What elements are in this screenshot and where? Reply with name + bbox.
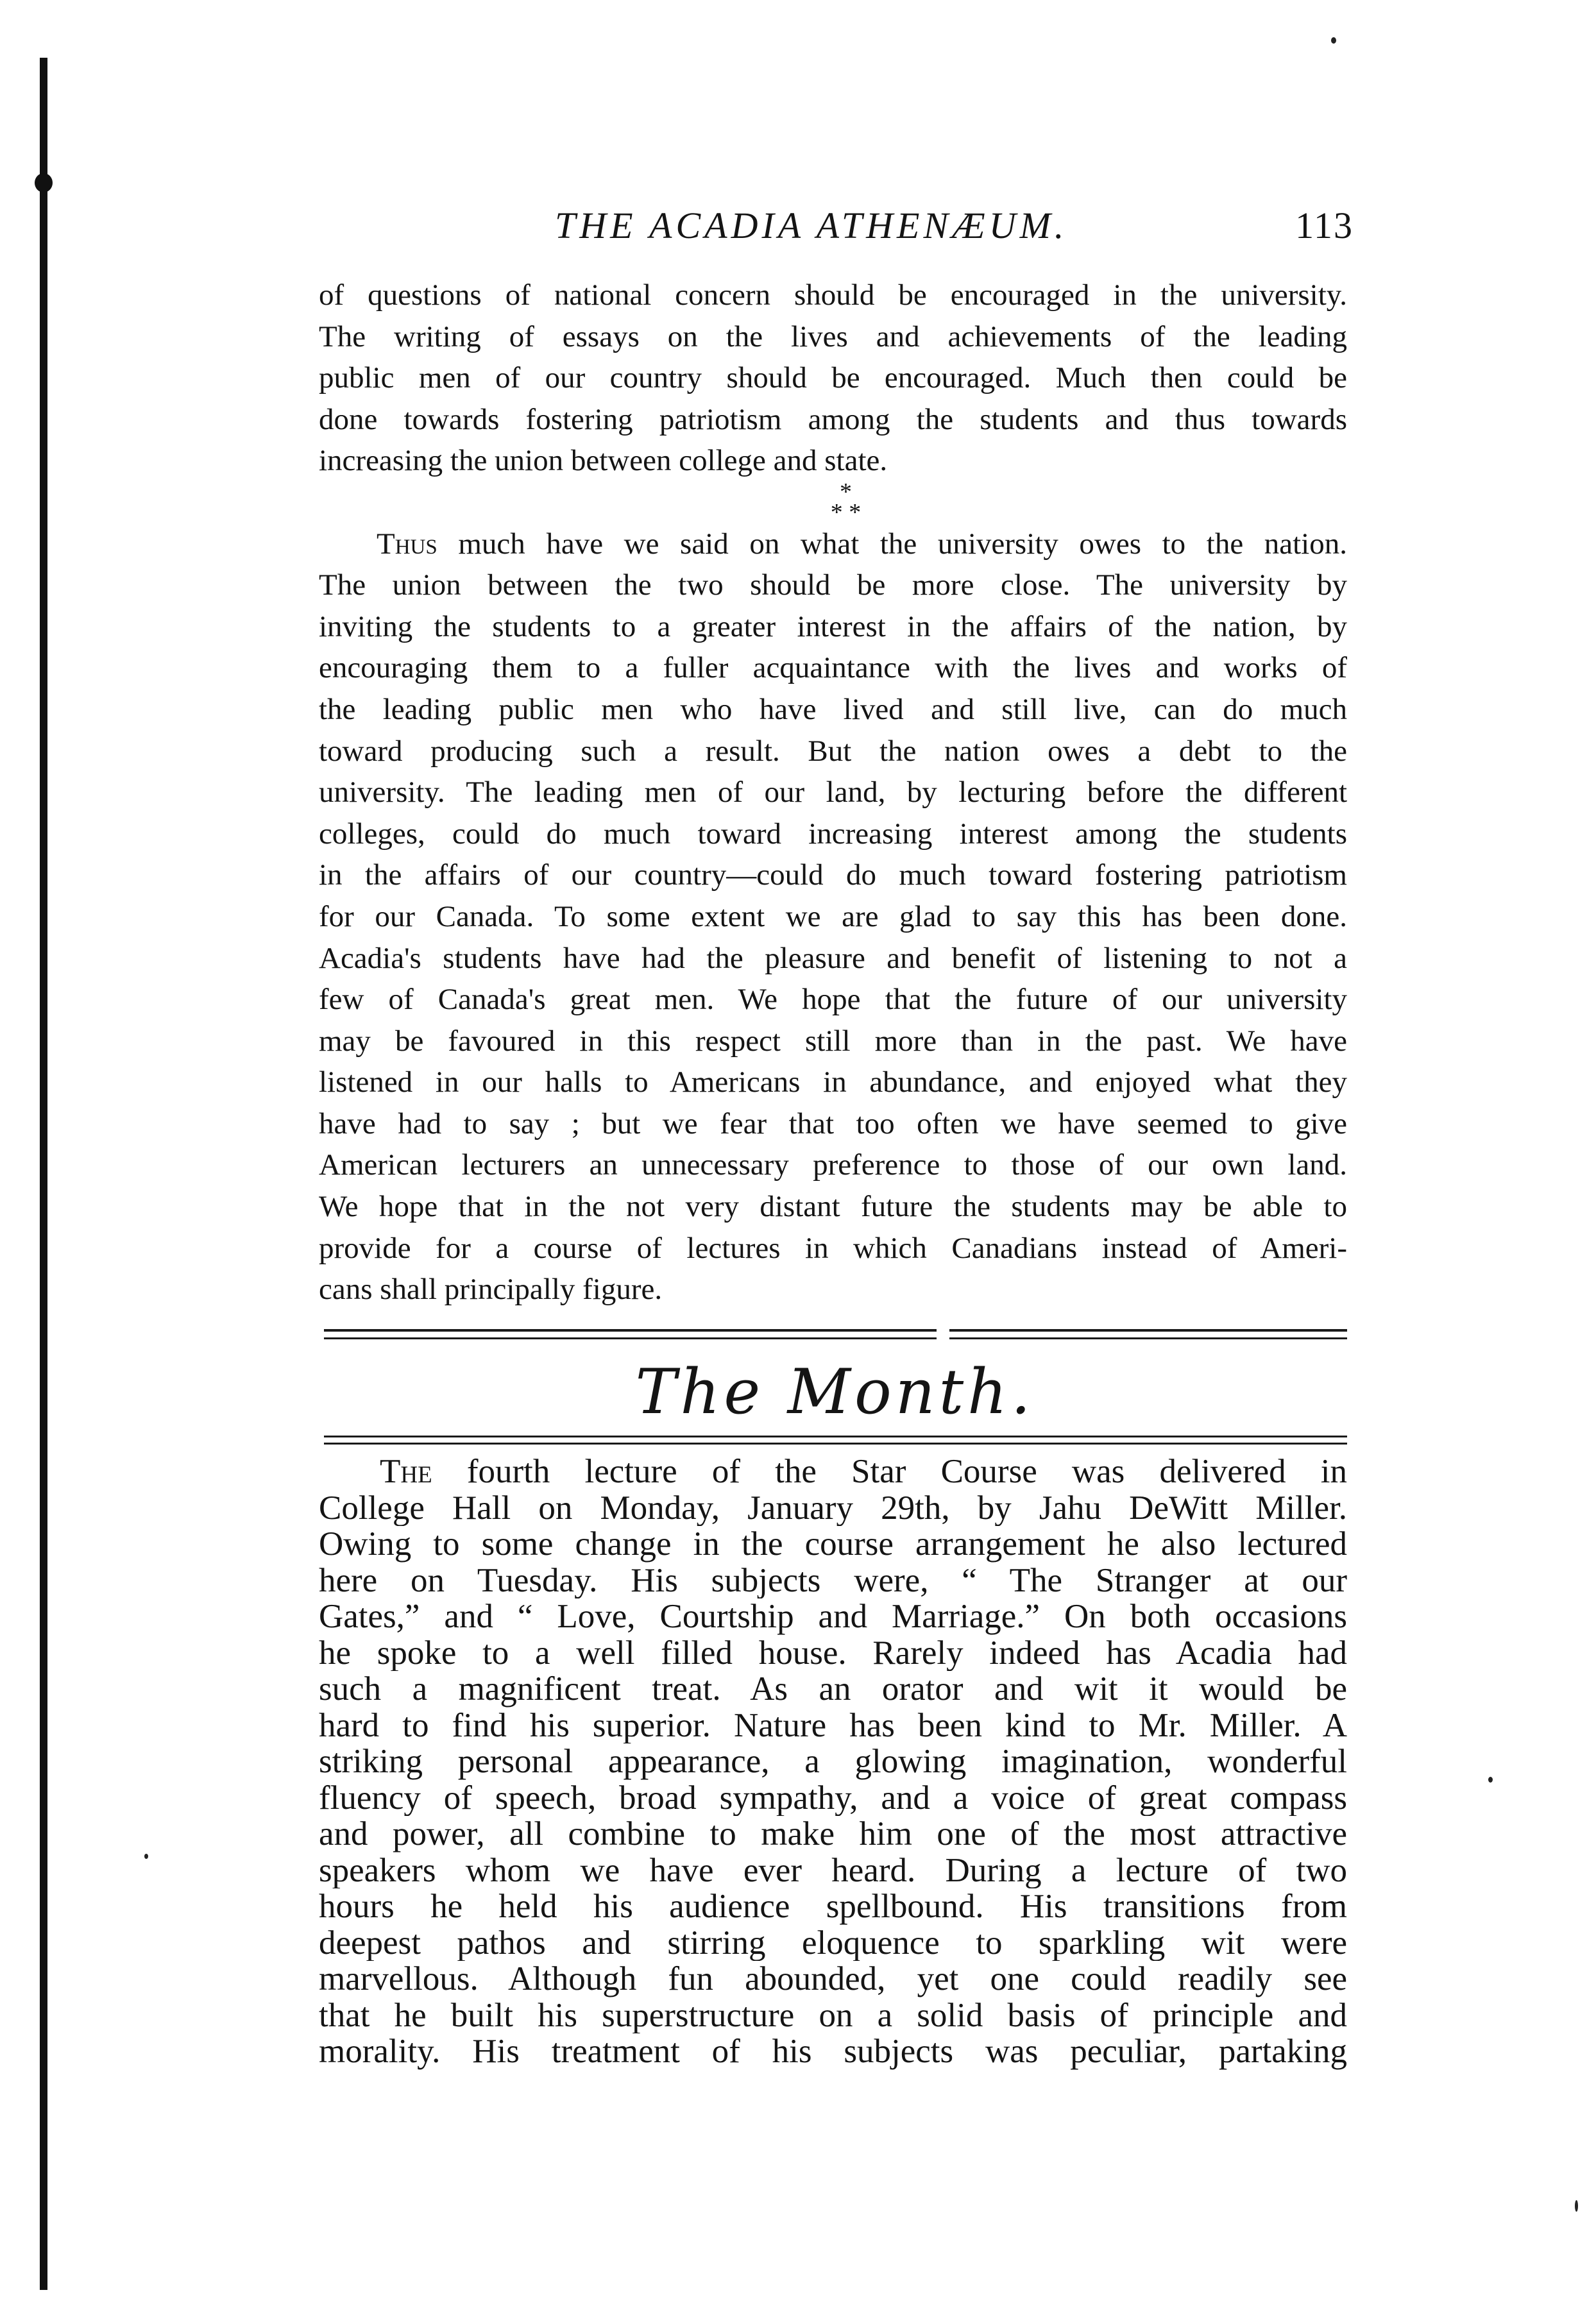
text-line: of questions of national concern should be encouraged in the university.: [319, 278, 1347, 312]
binding-edge-line: [40, 58, 47, 2290]
page-speck: [1331, 37, 1336, 44]
text-line: deepest pathos and stirring eloquence to sparkling wit were: [319, 1924, 1347, 1961]
text-line: he spoke to a well filled house. Rarely indeed has Acadia had: [319, 1634, 1347, 1671]
text-line: speakers whom we have ever heard. During a lecture of two: [319, 1852, 1347, 1888]
section-rule-bottom: [324, 1436, 1347, 1445]
text-line: for our Canada. To some extent we are glad to say this has been done.: [319, 899, 1347, 933]
section-heading: The Month.: [635, 1356, 1035, 1428]
text-line: that he built his superstructure on a solid basis of principle and: [319, 1997, 1347, 2033]
paragraph-lead: The: [380, 1454, 432, 1490]
text-line: Owing to some change in the course arrangement he also lectured: [319, 1526, 1347, 1563]
text-line: striking personal appearance, a glowing imagination, wonderful: [319, 1743, 1347, 1780]
page-speck: [1575, 2200, 1578, 2212]
text-line: increasing the union between college and state.: [319, 444, 888, 478]
text-line: here on Tuesday. His subjects were, “ The Stranger at our: [319, 1562, 1347, 1598]
rule-segment: [324, 1329, 937, 1339]
month-column: [319, 1454, 1347, 2070]
paragraph-lead-rest: fourth lecture of the Star Course was delivered in: [432, 1454, 1347, 1490]
text-line: American lecturers an unnecessary preference to those of our own land.: [319, 1148, 1347, 1182]
text-line: listened in our halls to Americans in abundance, and enjoyed what they: [319, 1065, 1347, 1099]
text-line: toward producing such a result. But the nation owes a debt to the: [319, 734, 1347, 768]
text-line: We hope that in the not very distant future the students may be able to: [319, 1190, 1347, 1224]
text-line: hard to find his superior. Nature has been kind to Mr. Miller. A: [319, 1707, 1347, 1743]
text-line: colleges, could do much toward increasing interest among the students: [319, 817, 1347, 851]
text-line: such a magnificent treat. As an orator and wit it would be: [319, 1671, 1347, 1708]
text-line: few of Canada's great men. We hope that the future of our university: [319, 983, 1347, 1017]
text-line: The union between the two should be more close. The university by: [319, 568, 1347, 602]
binding-notch: [35, 173, 53, 192]
text-line: may be favoured in this respect still more than in the past. We have: [319, 1024, 1347, 1058]
text-line: public men of our country should be encouraged. Much then could be: [319, 361, 1347, 395]
text-line: cans shall principally figure.: [319, 1273, 663, 1307]
text-line: in the affairs of our country—could do much toward fostering patriotism: [319, 858, 1347, 892]
page-number: 113: [1295, 205, 1354, 246]
rule-segment: [949, 1329, 1347, 1339]
paragraph-lead: Thus: [377, 527, 437, 561]
section-stars: [319, 478, 1347, 526]
text-line: done towards fostering patriotism among the students and thus towards: [319, 402, 1347, 436]
text-line: inviting the students to a greater interest in the affairs of the nation, by: [319, 609, 1347, 643]
text-line: hours he held his audience spellbound. His transitions from: [319, 1888, 1347, 1925]
text-line: encouraging them to a fuller acquaintance with the lives and works of: [319, 651, 1347, 685]
text-line: fluency of speech, broad sympathy, and a voice of great compass: [319, 1779, 1347, 1816]
page-speck: [1488, 1777, 1493, 1783]
running-title: THE ACADIA ATHENÆUM.: [555, 205, 1068, 246]
text-line: [319, 1454, 1347, 1490]
text-line: Gates,” and “ Love, Courtship and Marriage.” On both occasions: [319, 1598, 1347, 1635]
running-head: [321, 204, 1354, 262]
text-line: provide for a course of lectures in which Canadians instead of Ameri-: [319, 1231, 1347, 1265]
text-line: and power, all combine to make him one of the most attractive: [319, 1816, 1347, 1852]
text-line: Acadia's students have had the pleasure and benefit of listening to not a: [319, 941, 1347, 975]
asterism: * * *: [830, 478, 862, 526]
text-line: [319, 523, 1347, 565]
text-line: The writing of essays on the lives and achievements of the leading: [319, 319, 1347, 353]
text-line: have had to say ; but we fear that too often we have seemed to give: [319, 1106, 1347, 1140]
text-line: marvellous. Although fun abounded, yet one could readily see: [319, 1961, 1347, 1997]
paragraph-lead-rest: much have we said on what the university owes to the nation.: [437, 527, 1347, 561]
text-line: morality. His treatment of his subjects was peculiar, partaking: [319, 2033, 1347, 2070]
text-line: university. The leading men of our land, by lecturing before the different: [319, 776, 1347, 809]
text-line: College Hall on Monday, January 29th, by Jahu DeWitt Miller.: [319, 1489, 1347, 1526]
page-speck: [144, 1854, 148, 1859]
text-line: the leading public men who have lived and still live, can do much: [319, 692, 1347, 726]
section-rule-top: [324, 1329, 1347, 1339]
editorial-column: [319, 275, 1347, 1310]
